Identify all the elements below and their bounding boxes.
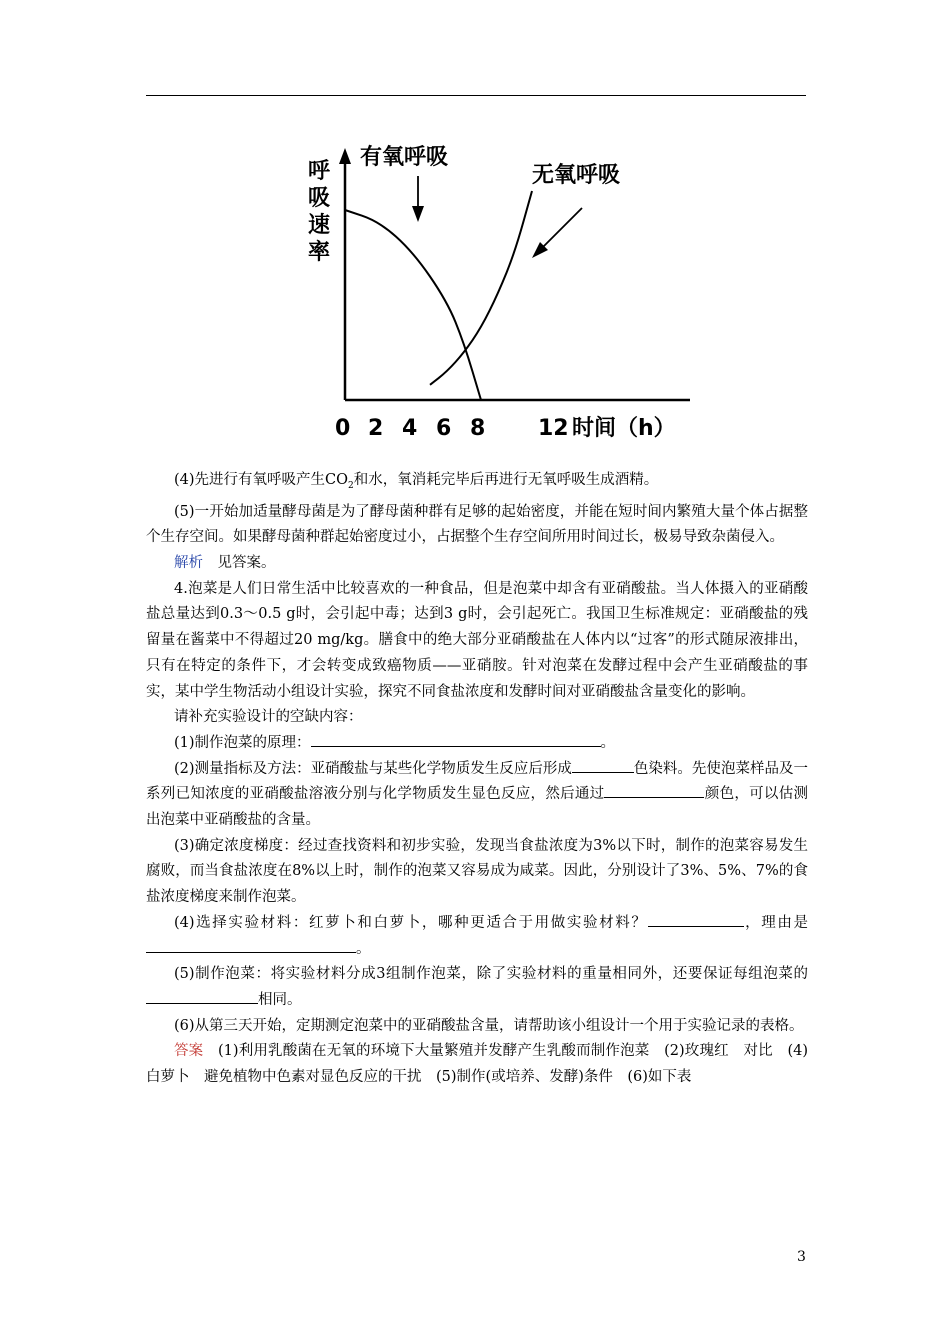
- y-axis-title-char: 速: [308, 213, 331, 238]
- anaerobic-curve: [430, 191, 532, 385]
- answer-blank[interactable]: [311, 732, 601, 747]
- subquestion-6: (6)从第三天开始，定期测定泡菜中的亚硝酸盐含量，请帮助该小组设计一个用于实验记录的表格。: [174, 1017, 804, 1034]
- x-tick-label: 0: [335, 416, 351, 441]
- header-rule: [146, 95, 806, 96]
- answer-blank[interactable]: [648, 783, 704, 798]
- y-axis-title-char: 呼: [308, 159, 331, 184]
- answer-line: 答案 (1)利用乳酸菌在无氧的环境下大量繁殖并发酵产生乳酸而制作泡菜 (2)玫瑰红 对比 (4)白萝卜 避免植物中色素对显色反应的干扰 (5)制作(或培养、发酵)条件 (6)如下表: [146, 1043, 808, 1086]
- solution-item-5: (5)一开始加适量酵母菌是为了酵母菌种群有足够的起始密度，并能在短时间内繁殖大量个体占据整个生存空间。如果酵母菌种群起始密度过小，占据整个生存空间所用时间过长，极易导致杂菌侵入。: [146, 503, 808, 546]
- analysis-line: 解析 见答案。: [174, 555, 276, 571]
- x-tick-label: 8: [470, 416, 486, 441]
- subquestion-4: (4)选择实验材料：红萝卜和白萝卜，哪种更适合于用做实验材料？ ，理由是。: [146, 911, 808, 962]
- solution-text: [146, 468, 808, 1091]
- answer-blank[interactable]: [648, 912, 744, 927]
- anaerobic-arrow: [542, 208, 582, 248]
- analysis-label: 解析: [174, 555, 203, 571]
- anaerobic-label: 无氧呼吸: [532, 163, 621, 188]
- page-number: 3: [797, 1249, 806, 1265]
- solution-item-4: (4)先进行有氧呼吸产生$CO_2$和水，氧消耗完毕后再进行无氧呼吸生成酒精。: [174, 472, 659, 491]
- x-axis-title: 时间（h）: [572, 416, 676, 441]
- x-tick-label: 12: [538, 416, 569, 441]
- answer-blank[interactable]: [572, 758, 634, 773]
- y-axis-title-char: 率: [308, 240, 331, 265]
- respiration-rate-chart: [290, 130, 710, 450]
- question-prompt: 请补充实验设计的空缺内容：: [174, 709, 363, 726]
- answer-blank[interactable]: [146, 938, 356, 953]
- x-tick-label: 2: [368, 416, 384, 441]
- y-axis-title-char: 吸: [308, 186, 331, 211]
- subquestion-5: (5)制作泡菜：将实验材料分成3组制作泡菜，除了实验材料的重量相同外，还要保证每组泡菜的相同。: [146, 962, 808, 1013]
- y-axis-arrow: [339, 148, 351, 164]
- answer-blank[interactable]: [146, 989, 258, 1004]
- x-tick-label: 6: [436, 416, 452, 441]
- aerobic-curve: [345, 210, 481, 400]
- question-4: 4.泡菜是人们日常生活中比较喜欢的一种食品，但是泡菜中却含有亚硝酸盐。当人体摄入的亚硝酸盐总量达到0.3～0.5 g时，会引起中毒；达到3 g时，会引起死亡。我国卫生标准规定：亚硝酸盐的残留量在酱菜中不得超过20 mg/kg。膳食中的绝大部分亚硝酸盐在人体内以“过客”的形式随尿液排出，只有在特定的条件下，才会转变成致癌物质——亚硝胺。针对泡菜在发酵过程中会产生亚硝酸盐的事实，某中学生物活动小组设计实验，探究不同食盐浓度和发酵时间对亚硝酸盐含量变化的影响。: [146, 580, 808, 700]
- aerobic-label: 有氧呼吸: [360, 145, 449, 170]
- aerobic-arrowhead: [412, 206, 424, 222]
- subquestion-3: (3)确定浓度梯度：经过查找资料和初步实验，发现当食盐浓度为3%以下时，制作的泡菜容易发生腐败，而当食盐浓度在8%以上时，制作的泡菜又容易成为咸菜。因此，分别设计了3%、5%、7%的食盐浓度梯度来制作泡菜。: [146, 837, 808, 906]
- x-tick-label: 4: [402, 416, 418, 441]
- subquestion-2: (2)测量指标及方法：亚硝酸盐与某些化学物质发生反应后形成 色染料。先使泡菜样品及一系列已知浓度的亚硝酸盐溶液分别与化学物质发生显色反应，然后通过 颜色，可以估测出泡菜中亚硝酸盐的含量。: [146, 757, 808, 834]
- answer-blank[interactable]: [604, 783, 648, 798]
- subquestion-1: (1)制作泡菜的原理： 。: [146, 731, 808, 757]
- answer-label: 答案: [174, 1043, 204, 1060]
